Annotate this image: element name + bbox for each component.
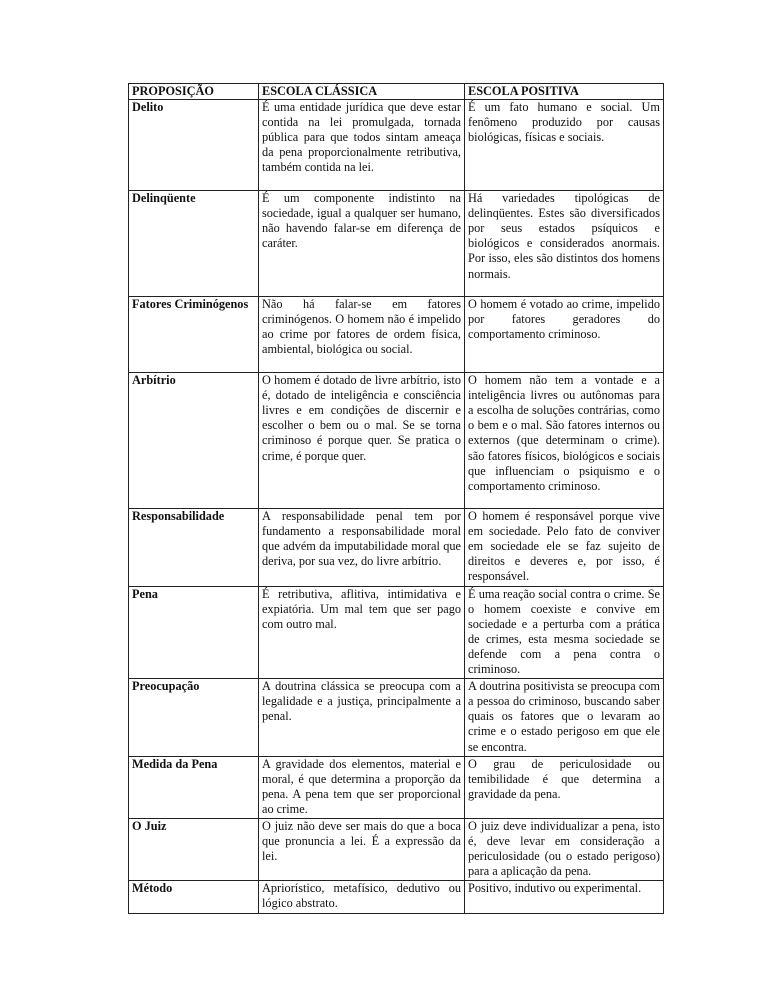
cell-proposicao: Preocupação bbox=[129, 679, 259, 756]
cell-proposicao: O Juiz bbox=[129, 818, 259, 880]
cell-classica: O juiz não deve ser mais do que a boca que pronuncia a lei. É a expressão da lei. bbox=[259, 818, 465, 880]
cell-classica: A gravidade dos elementos, material e moral, é que determina a proporção da pena. A pena tem que ser proporcional ao crime. bbox=[259, 756, 465, 818]
cell-positiva: É um fato humano e social. Um fenômeno produzido por causas biológicas, físicas e sociais. bbox=[465, 100, 664, 191]
cell-proposicao: Pena bbox=[129, 586, 259, 679]
cell-proposicao: Delinqüente bbox=[129, 191, 259, 297]
cell-positiva: O homem não tem a vontade e a inteligência livres ou autônomas para a escolha de soluções contrárias, como o bem e o mal. São fatores internos ou externos (que determinam o crime). são fatores físicos, biológicos e sociais que influenciam o psiquismo e o comportamento criminoso. bbox=[465, 373, 664, 509]
cell-classica: Apriorístico, metafísico, dedutivo ou lógico abstrato. bbox=[259, 881, 465, 913]
header-escola-classica: ESCOLA CLÁSSICA bbox=[259, 84, 465, 100]
cell-positiva: O homem é votado ao crime, impelido por fatores geradores do comportamento criminoso. bbox=[465, 297, 664, 373]
table-row bbox=[129, 586, 664, 679]
cell-classica: A doutrina clássica se preocupa com a legalidade e a justiça, principalmente a penal. bbox=[259, 679, 465, 756]
cell-proposicao: Fatores Criminógenos bbox=[129, 297, 259, 373]
cell-classica: O homem é dotado de livre arbítrio, isto é, dotado de inteligência e consciência livres e em condições de discernir e escolher o bem ou o mal. Se se torna criminoso é porque quer. Se pratica o crime, é porque quer. bbox=[259, 373, 465, 509]
table-row bbox=[129, 100, 664, 191]
cell-positiva: O homem é responsável porque vive em sociedade. Pelo fato de conviver em sociedade ele se faz sujeito de direitos e deveres e, por isso, é responsável. bbox=[465, 509, 664, 586]
table-row bbox=[129, 818, 664, 880]
header-proposicao: PROPOSIÇÃO bbox=[129, 84, 259, 100]
cell-proposicao: Arbítrio bbox=[129, 373, 259, 509]
header-escola-positiva: ESCOLA POSITIVA bbox=[465, 84, 664, 100]
table-row bbox=[129, 373, 664, 509]
table-row bbox=[129, 297, 664, 373]
cell-positiva: O grau de periculosidade ou temibilidade é que determina a gravidade da pena. bbox=[465, 756, 664, 818]
cell-positiva: O juiz deve individualizar a pena, isto é, deve levar em consideração a periculosidade (ou o estado perigoso) para a aplicação da pena. bbox=[465, 818, 664, 880]
cell-proposicao: Delito bbox=[129, 100, 259, 191]
cell-proposicao: Medida da Pena bbox=[129, 756, 259, 818]
cell-positiva: Positivo, indutivo ou experimental. bbox=[465, 881, 664, 913]
cell-classica: É uma entidade jurídica que deve estar contida na lei promulgada, tornada pública para que todos sintam ameaça da pena proporcionalmente retributiva, também contida na lei. bbox=[259, 100, 465, 191]
table-row bbox=[129, 756, 664, 818]
cell-classica: É um componente indistinto na sociedade, igual a qualquer ser humano, não havendo falar-se em diferença de caráter. bbox=[259, 191, 465, 297]
cell-positiva: É uma reação social contra o crime. Se o homem coexiste e convive em sociedade e a perturba com a prática de crimes, esta mesma sociedade se defende com a pena contra o criminoso. bbox=[465, 586, 664, 679]
cell-classica: Não há falar-se em fatores criminógenos. O homem não é impelido ao crime por fatores de ordem física, ambiental, biológica ou social. bbox=[259, 297, 465, 373]
cell-positiva: A doutrina positivista se preocupa com a pessoa do criminoso, buscando saber quais os fatores que o levaram ao crime e o estado perigoso em que ele se encontra. bbox=[465, 679, 664, 756]
cell-classica: A responsabilidade penal tem por fundamento a responsabilidade moral que advém da imputabilidade moral que deriva, por sua vez, do livre arbítrio. bbox=[259, 509, 465, 586]
header-row bbox=[129, 84, 664, 100]
cell-positiva: Há variedades tipológicas de delinqüentes. Estes são diversificados por seus estados psíquicos e biológicos e considerados anormais. Por isso, eles são distintos dos homens normais. bbox=[465, 191, 664, 297]
cell-classica: É retributiva, aflitiva, intimidativa e expiatória. Um mal tem que ser pago com outro mal. bbox=[259, 586, 465, 679]
table-row bbox=[129, 509, 664, 586]
comparison-table bbox=[128, 83, 664, 914]
cell-proposicao: Método bbox=[129, 881, 259, 913]
table-row bbox=[129, 191, 664, 297]
cell-proposicao: Responsabilidade bbox=[129, 509, 259, 586]
table-row bbox=[129, 881, 664, 913]
table-row bbox=[129, 679, 664, 756]
